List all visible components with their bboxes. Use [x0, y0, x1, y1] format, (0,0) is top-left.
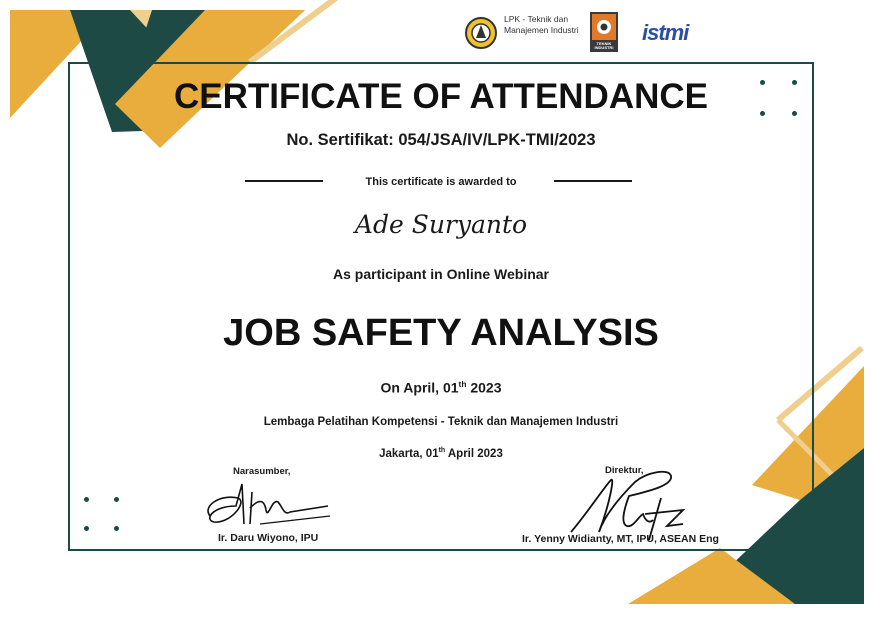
- decorative-dot: [114, 497, 119, 502]
- event-date-prefix: On April, 01: [380, 379, 459, 396]
- teknik-industri-logo-text: TEKNIK INDUSTRI: [594, 41, 614, 50]
- organizer-name: Lembaga Pelatihan Kompetensi - Teknik dan Manajemen Industri: [263, 416, 619, 428]
- logo-bar: [464, 12, 704, 52]
- certificate-number: No. Sertifikat: 054/JSA/IV/LPK-TMI/2023: [286, 131, 596, 149]
- event-date-suffix: 2023: [466, 379, 502, 396]
- right-signatory-role: Direktur,: [605, 465, 644, 476]
- awarded-row: [68, 172, 814, 190]
- certificate-title: CERTIFICATE OF ATTENDANCE: [173, 77, 709, 116]
- awarded-text: This certificate is awarded to: [365, 176, 517, 188]
- decorative-dot: [114, 526, 119, 531]
- divider-line-right: [554, 180, 632, 182]
- event-date-sup: th: [458, 379, 467, 389]
- place-date: [68, 447, 814, 460]
- divider-line-left: [245, 180, 323, 182]
- decorative-dot: [84, 497, 89, 502]
- right-signatory-name: Ir. Yenny Widianty, MT, IPU, ASEAN Eng: [522, 533, 719, 545]
- event-title: JOB SAFETY ANALYSIS: [223, 312, 659, 354]
- istmi-logo: istmi: [642, 20, 689, 45]
- participant-text: As participant in Online Webinar: [333, 266, 549, 282]
- lpk-logo-text: LPK - Teknik dan Manajemen Industri: [504, 14, 579, 35]
- left-signatory-role: Narasumber,: [233, 466, 291, 477]
- place-date-suffix: April 2023: [445, 447, 503, 460]
- lpk-gear-logo-icon: [464, 16, 498, 50]
- event-date: [68, 379, 814, 396]
- recipient-name: Ade Suryanto: [354, 210, 528, 239]
- place-date-sup: th: [438, 447, 446, 454]
- left-signature-image: [200, 476, 335, 536]
- left-signatory-name: Ir. Daru Wiyono, IPU: [218, 532, 319, 544]
- decorative-dot: [84, 526, 89, 531]
- place-date-prefix: Jakarta, 01: [379, 447, 439, 460]
